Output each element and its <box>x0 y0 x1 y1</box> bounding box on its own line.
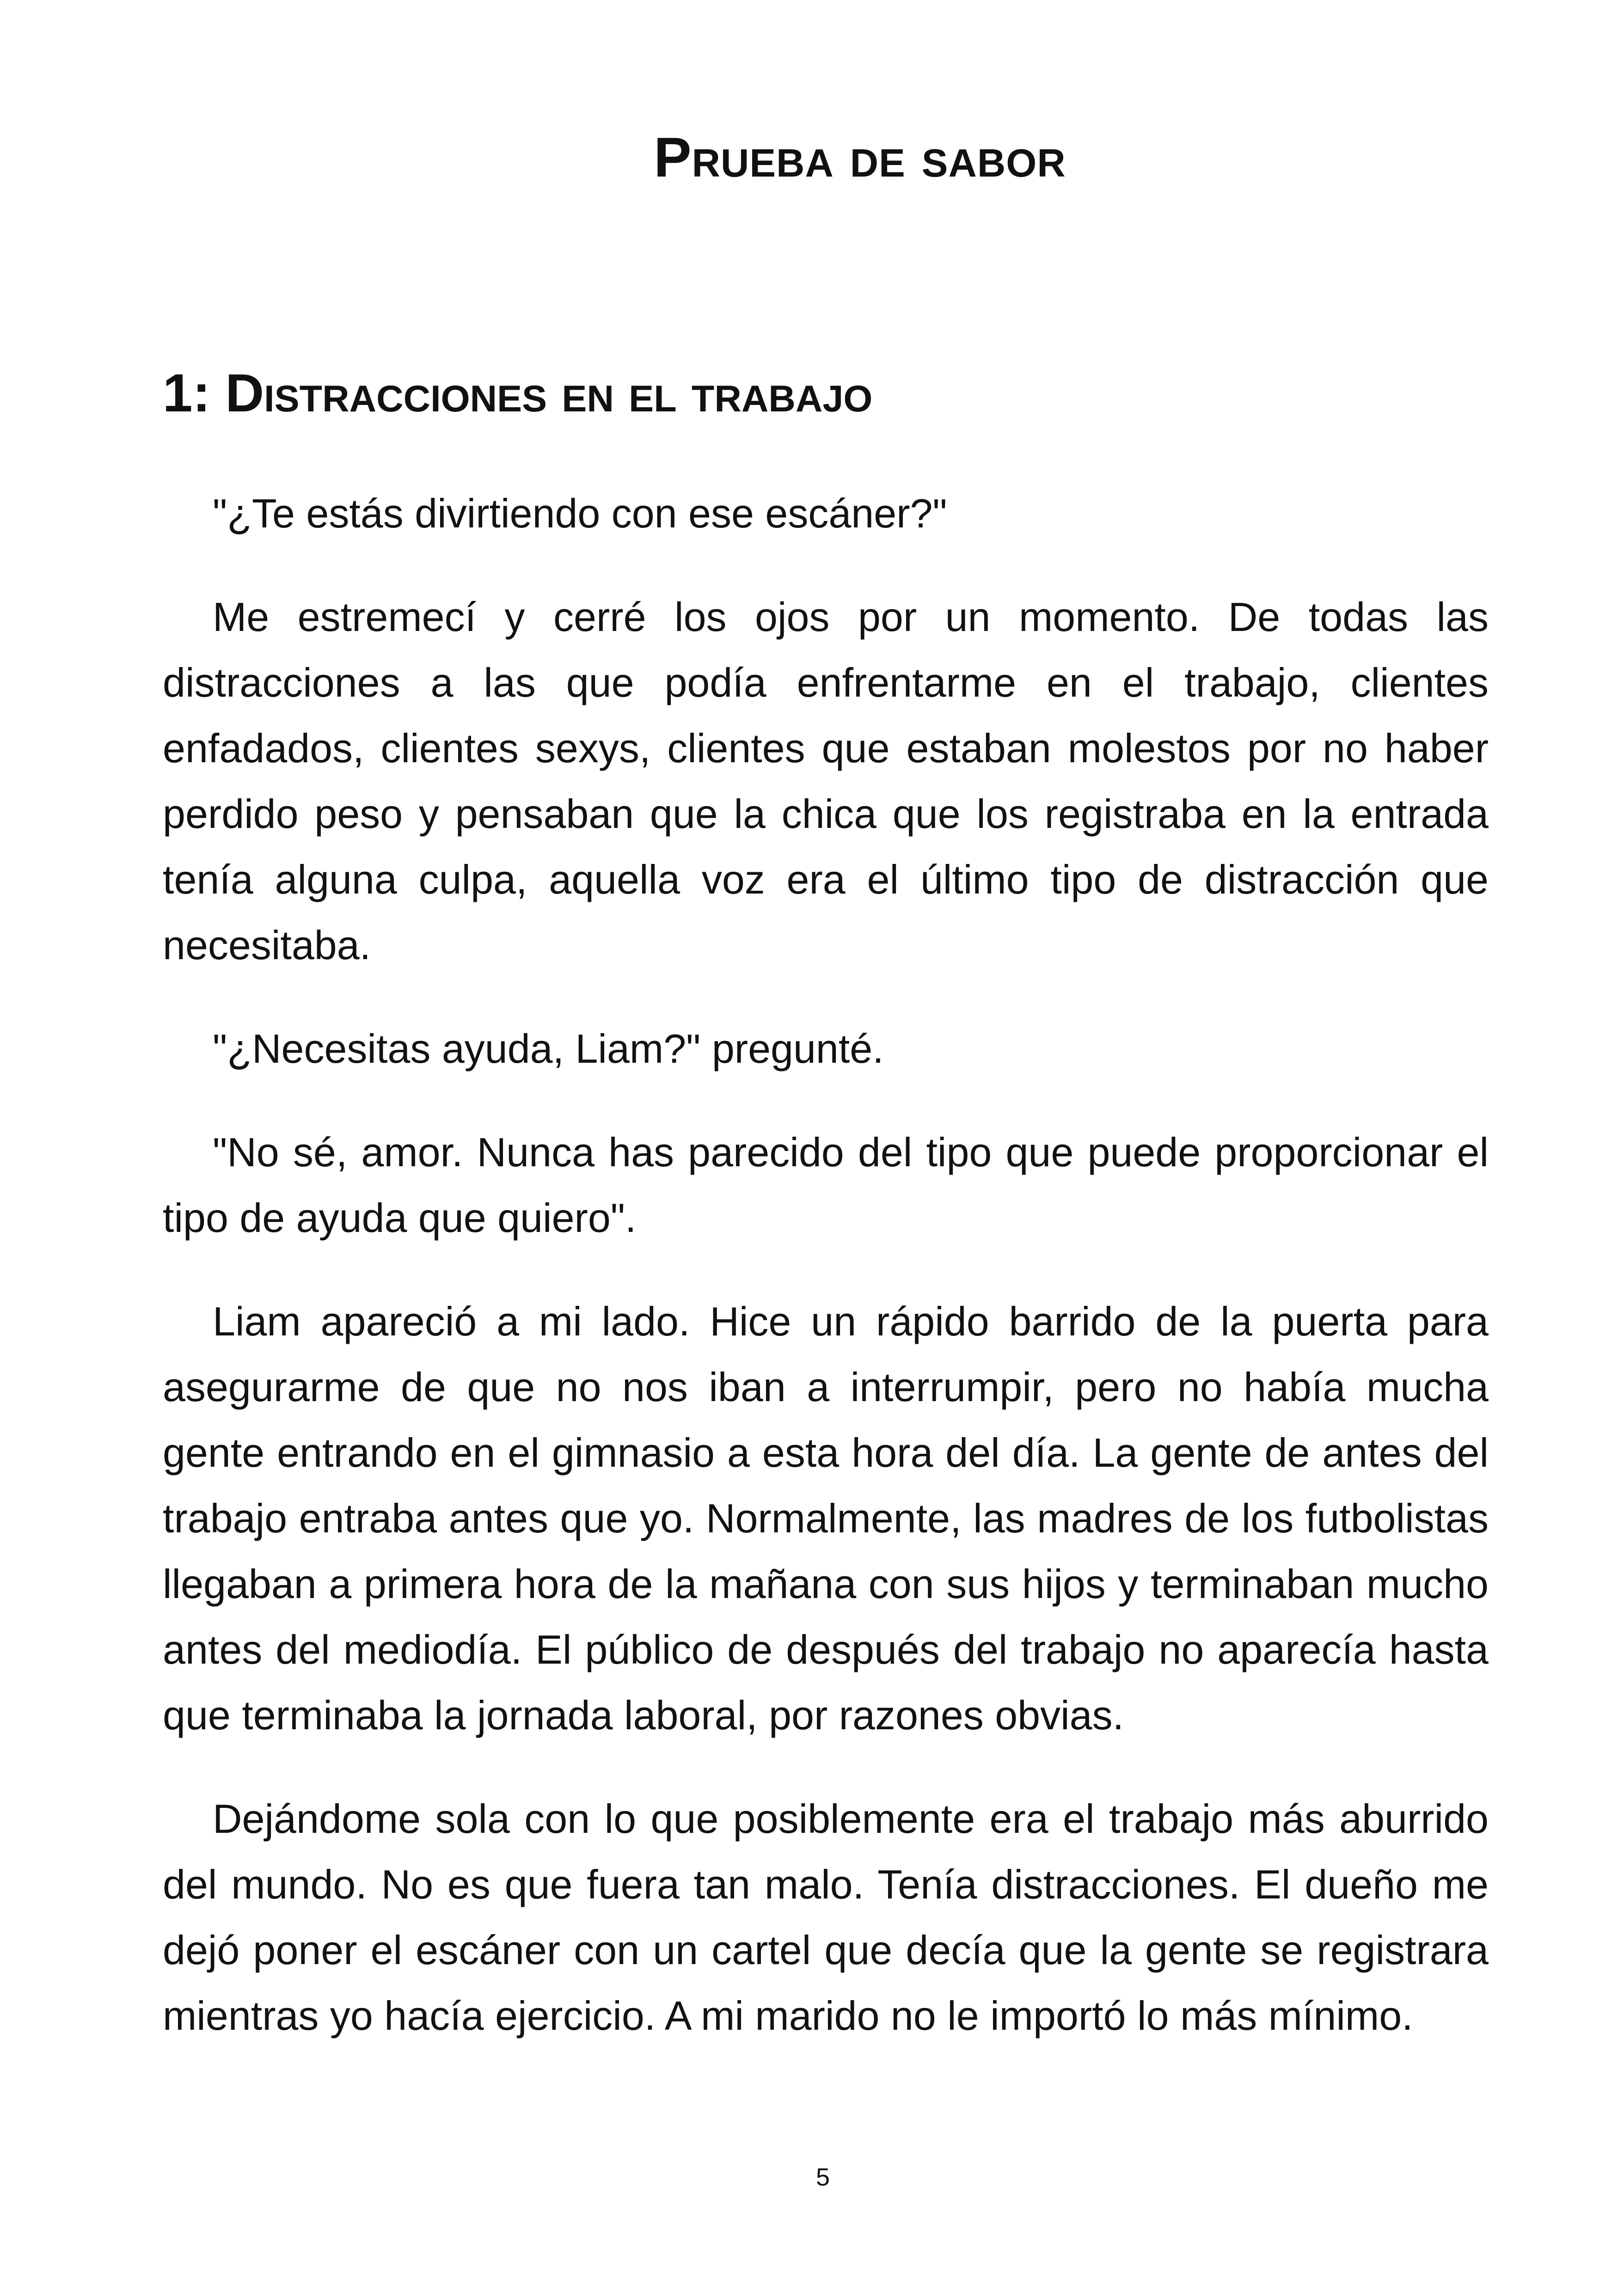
paragraph: Dejándome sola con lo que posiblemente era el trabajo más aburrido del mundo. No es que fuera tan malo. Tenía distracciones. El dueño me dejó poner el escáner con un cartel que decía que la gente se registrara mientras yo hacía ejercicio. A mi marido no le importó lo más mínimo. <box>163 1796 1489 2039</box>
chapter-body <box>163 481 1489 2087</box>
paragraph: "No sé, amor. Nunca has parecido del tipo que puede proporcionar el tipo de ayuda que quiero". <box>163 1129 1489 1241</box>
paragraph: Liam apareció a mi lado. Hice un rápido barrido de la puerta para asegurarme de que no nos iban a interrumpir, pero no había mucha gente entrando en el gimnasio a esta hora del día. La gente de antes del trabajo entraba antes que yo. Normalmente, las madres de los futbolistas llegaban a primera hora de la mañana con sus hijos y terminaban mucho antes del mediodía. El público de después del trabajo no aparecía hasta que terminaba la jornada laboral, por razones obvias. <box>163 1298 1489 1738</box>
paragraph: "¿Te estás divirtiendo con ese escáner?" <box>213 490 947 536</box>
book-title: Prueba de sabor <box>654 126 1066 189</box>
paragraph: "¿Necesitas ayuda, Liam?" pregunté. <box>213 1026 884 1071</box>
chapter-title: 1: Distracciones en el trabajo <box>163 363 873 423</box>
paragraph: Me estremecí y cerré los ojos por un momento. De todas las distracciones a las que podía enfrentarme en el trabajo, clientes enfadados, clientes sexys, clientes que estaban molestos por no haber perdido peso y pensaban que la chica que los registraba en la entrada tenía alguna culpa, aquella voz era el último tipo de distracción que necesitaba. <box>163 594 1489 968</box>
page-number: 5 <box>815 2163 830 2191</box>
